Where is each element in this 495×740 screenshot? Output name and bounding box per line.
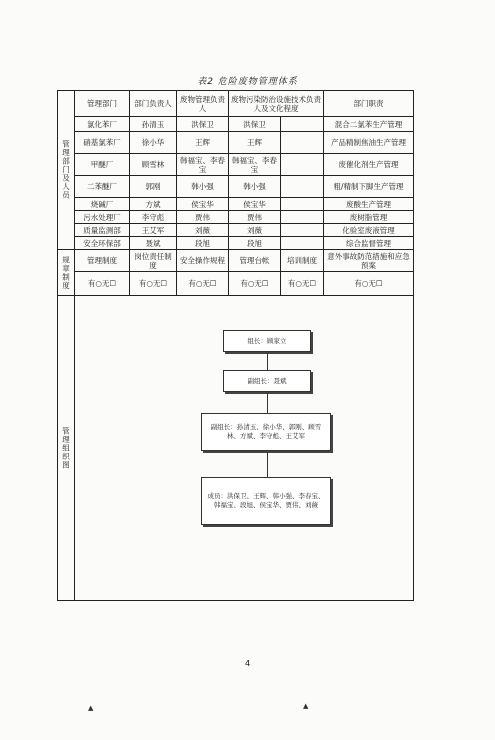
dept-duty: 混合二氯苯生产管理 [324, 117, 414, 132]
page-number: 4 [244, 659, 251, 668]
dept-head: 李守彪 [130, 211, 177, 224]
dept-name: 硝基氯苯厂 [75, 132, 130, 154]
dept-name: 氯化苯厂 [75, 117, 130, 132]
dept-head: 郭刚 [130, 176, 177, 198]
org-connector [267, 353, 268, 370]
facility-tech-lead: 韩小强 [229, 176, 281, 198]
org-deputy-members-text: 副组长：孙清玉、徐小华、郭刚、顾雪林、方斌、李守彪、王艾军 [210, 423, 322, 440]
rules-header-cell: 管理台帐 [229, 250, 281, 272]
rules-header-cell: 管理制度 [75, 250, 130, 272]
scan-mark: ▲ [88, 704, 94, 712]
dept-head: 孙清玉 [130, 117, 177, 132]
empty-cell [281, 224, 324, 237]
dept-head: 王艾军 [130, 224, 177, 237]
waste-manager: 韩福宝、李春宝 [177, 154, 229, 176]
facility-tech-lead: 刘薇 [229, 224, 281, 237]
org-chart-row [58, 296, 414, 601]
dept-name: 质量监测部 [75, 224, 130, 237]
waste-manager: 王辉 [177, 132, 229, 154]
header-cell: 部门职责 [324, 91, 414, 117]
dept-duty: 粗/精制下脚生产管理 [324, 176, 414, 198]
rules-header-row [58, 250, 414, 272]
waste-manager: 洪保卫 [177, 117, 229, 132]
waste-manager: 段旭 [177, 237, 229, 250]
org-leader-text: 组长：顾家立 [247, 336, 287, 345]
org-chart-area [75, 296, 414, 601]
group-label-rules: 规章制度 [58, 250, 75, 296]
group-label-chart: 管理组织图 [58, 296, 75, 601]
dept-duty: 废催化剂生产管理 [324, 154, 414, 176]
empty-cell [281, 198, 324, 211]
facility-tech-lead: 段旭 [229, 237, 281, 250]
dept-row [58, 198, 414, 211]
dept-head: 方斌 [130, 198, 177, 211]
org-members-box [201, 477, 331, 525]
dept-row [58, 211, 414, 224]
rules-header-cell: 安全操作规程 [177, 250, 229, 272]
facility-tech-lead: 王辉 [229, 132, 281, 154]
waste-manager: 刘薇 [177, 224, 229, 237]
dept-duty: 废酸生产管理 [324, 198, 414, 211]
dept-row [58, 117, 414, 132]
rules-value-cell: 有○无☐ [75, 272, 130, 296]
rules-header-cell: 岗位责任制度 [130, 250, 177, 272]
dept-name: 二苯醚厂 [75, 176, 130, 198]
header-cell: 管理部门 [75, 91, 130, 117]
empty-cell [281, 117, 324, 132]
hazardous-waste-management-table [57, 90, 414, 601]
empty-cell [281, 211, 324, 224]
org-connector [267, 452, 268, 477]
dept-duty: 废树脂管理 [324, 211, 414, 224]
facility-tech-lead: 贾伟 [229, 211, 281, 224]
org-deputy-text: 副组长：聂斌 [247, 376, 287, 385]
header-cell: 废物管理负责人 [177, 91, 229, 117]
waste-manager: 贾伟 [177, 211, 229, 224]
org-members-text: 成员：洪保卫、王辉、韩小强、李春宝、韩福宝、段旭、侯宝华、贾伟、刘薇 [207, 492, 325, 509]
header-cell: 部门负责人 [130, 91, 177, 117]
rules-value-cell: 有○无☐ [177, 272, 229, 296]
dept-row [58, 132, 414, 154]
dept-row [58, 154, 414, 176]
waste-manager: 韩小强 [177, 176, 229, 198]
dept-head: 徐小华 [130, 132, 177, 154]
facility-tech-lead: 韩福宝、李春宝 [229, 154, 281, 176]
scan-mark: ▲ [303, 702, 309, 710]
dept-name: 污水处理厂 [75, 211, 130, 224]
org-deputy-members-box [201, 413, 331, 451]
rules-value-cell: 有○无☐ [229, 272, 281, 296]
rules-value-cell: 有○无☐ [130, 272, 177, 296]
header-row [58, 91, 414, 117]
empty-cell [281, 237, 324, 250]
dept-name: 安全环保部 [75, 237, 130, 250]
org-connector [267, 393, 268, 413]
rules-header-cell: 意外事故防范措施和应急预案 [324, 250, 414, 272]
group-label-dept: 管理部门及人员 [58, 91, 75, 250]
org-leader-box [223, 330, 311, 352]
dept-head: 顾雪林 [130, 154, 177, 176]
dept-duty: 化验室废液管理 [324, 224, 414, 237]
rules-value-cell: 有○无☐ [281, 272, 324, 296]
dept-name: 甲醚厂 [75, 154, 130, 176]
dept-head: 聂斌 [130, 237, 177, 250]
dept-duty: 产品精制焦油生产管理 [324, 132, 414, 154]
dept-row [58, 176, 414, 198]
rules-value-cell: 有○无☐ [324, 272, 414, 296]
table-caption: 表2 危险废物管理体系 [197, 77, 298, 87]
rules-value-row [58, 272, 414, 296]
dept-duty: 综合监督管理 [324, 237, 414, 250]
rules-header-cell: 培训制度 [281, 250, 324, 272]
facility-tech-lead: 侯宝华 [229, 198, 281, 211]
facility-tech-lead: 洪保卫 [229, 117, 281, 132]
empty-cell [281, 132, 324, 154]
empty-cell [281, 154, 324, 176]
dept-row [58, 237, 414, 250]
header-cell: 废物污染防治设施技术负责人及文化程度 [229, 91, 324, 117]
empty-cell [281, 176, 324, 198]
org-deputy-box [223, 370, 311, 392]
dept-name: 烧碱厂 [75, 198, 130, 211]
waste-manager: 侯宝华 [177, 198, 229, 211]
dept-row [58, 224, 414, 237]
